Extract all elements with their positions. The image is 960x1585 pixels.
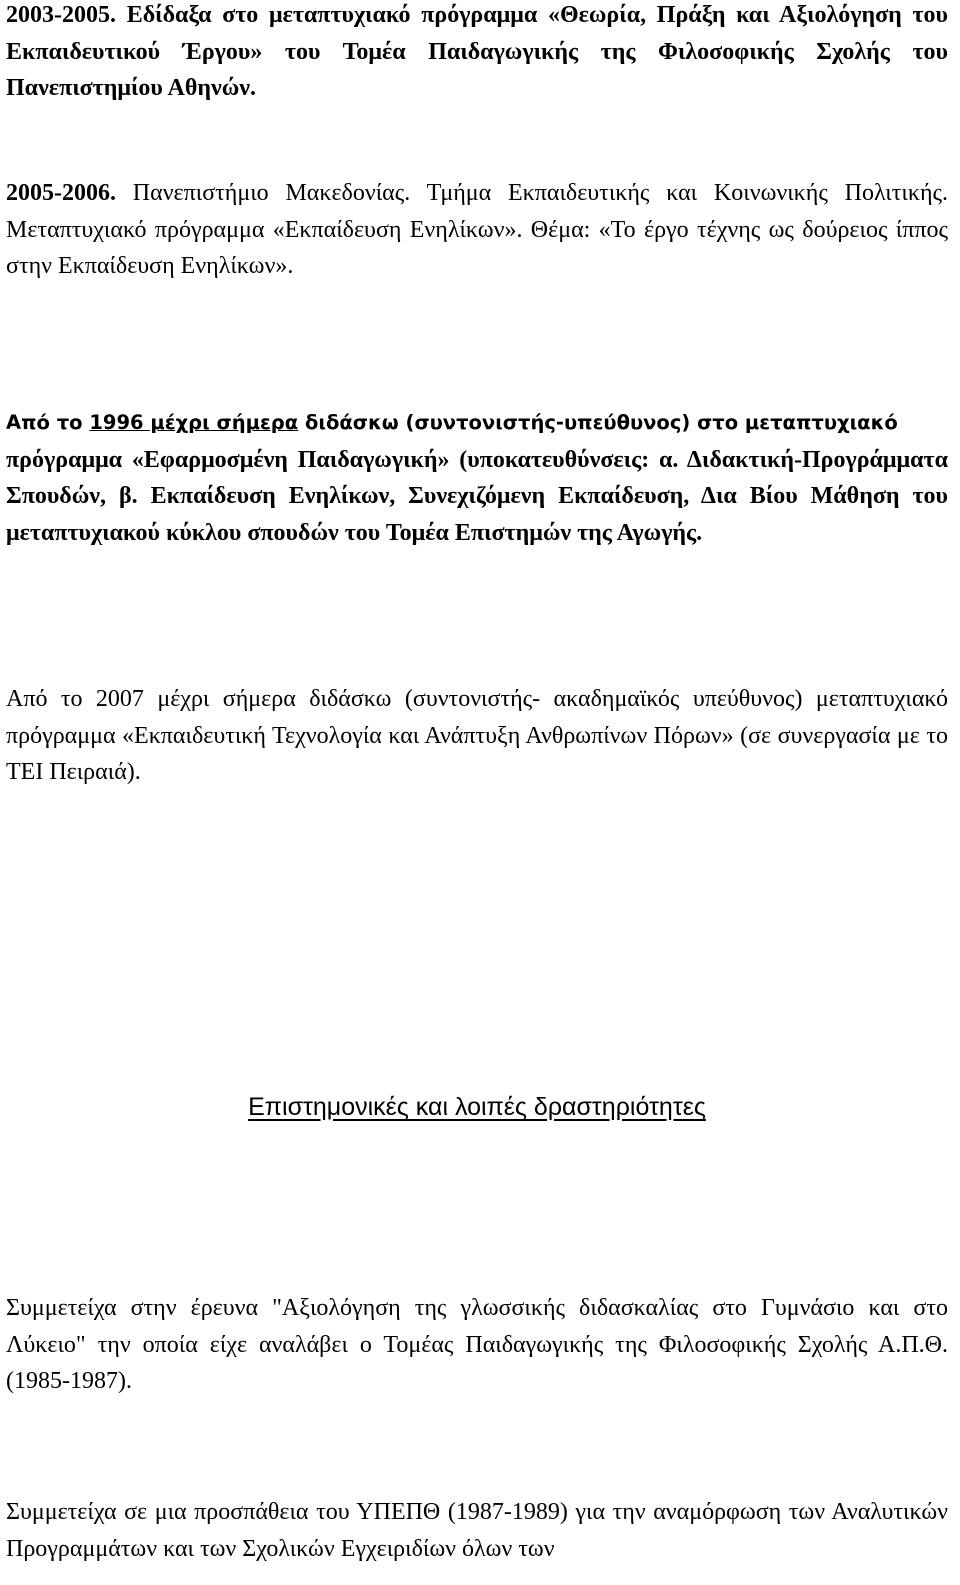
entry-1996-lead bbox=[6, 405, 948, 442]
entry-2007-text: Από το 2007 μέχρι σήμερα διδάσκω (συντονιστής- ακαδημαϊκός υπεύθυνος) μεταπτυχιακό πρόγραμμα «Εκπαιδευτική Τεχνολογία και Ανάπτυξη Ανθρωπίνων Πόρων» (σε συνεργασία με το ΤΕΙ Πειραιά). bbox=[6, 686, 948, 785]
activity-1-text: Συμμετείχα στην έρευνα "Αξιολόγηση της γλωσσικής διδασκαλίας στο Γυμνάσιο και στο Λύκειο" την οποία είχε αναλάβει ο Τομέας Παιδαγωγικής της Φιλοσοφικής Σχολής Α.Π.Θ. (1985-1987). bbox=[6, 1295, 948, 1394]
activity-2-text: Συμμετείχα σε μια προσπάθεια του ΥΠΕΠΘ (1987-1989) για την αναμόρφωση των Αναλυτικών Προγραμμάτων και των Σχολικών Εγχειριδίων όλων των bbox=[6, 1499, 948, 1562]
entry-2003-2005 bbox=[6, 0, 948, 107]
section-heading-scientific-activities: Επιστημονικές και λοιπές δραστηριότητες bbox=[248, 1093, 706, 1121]
entry-2003-text: Εδίδαξα στο μεταπτυχιακό πρόγραμμα «Θεωρία, Πράξη και Αξιολόγηση του Εκπαιδευτικού Έργου» του Τομέα Παιδαγωγικής της Φιλοσοφικής Σχολής του Πανεπιστημίου Αθηνών. bbox=[6, 2, 949, 101]
entry-2005-text: Πανεπιστήμιο Μακεδονίας. Τμήμα Εκπαιδευτικής και Κοινωνικής Πολιτικής. Μεταπτυχιακό πρόγραμμα «Εκπαίδευση Ενηλίκων». Θέμα: «Το έργο τέχνης ως δούρειος ίππος στην Εκπαίδευση Ενηλίκων». bbox=[6, 180, 948, 279]
entry-1996-lead-from: Από το bbox=[6, 411, 83, 434]
entry-1996-lead-underlined: 1996 μέχρι σήμερα bbox=[89, 411, 299, 434]
entry-2005-years: 2005-2006. bbox=[6, 180, 116, 206]
activity-1 bbox=[6, 1290, 948, 1400]
entry-1996-lead-rest: διδάσκω (συντονιστής-υπεύθυνος) στο μεταπτυχιακό bbox=[304, 411, 898, 434]
document-page bbox=[6, 0, 948, 1585]
entry-1996-present bbox=[6, 405, 948, 551]
entry-1996-text: πρόγραμμα «Εφαρμοσμένη Παιδαγωγική» (υποκατευθύνσεις: α. Διδακτική-Προγράμματα Σπουδών, β. Εκπαίδευση Ενηλίκων, Συνεχιζόμενη Εκπαίδευση, Δια Βίου Μάθηση του μεταπτυχιακού κύκλου σπουδών του Τομέα Επιστημών της Αγωγής. bbox=[6, 446, 948, 546]
entry-2003-years: 2003-2005. bbox=[6, 2, 116, 28]
entry-2005-2006 bbox=[6, 175, 948, 285]
activity-2 bbox=[6, 1494, 948, 1567]
entry-2007-present bbox=[6, 681, 948, 791]
